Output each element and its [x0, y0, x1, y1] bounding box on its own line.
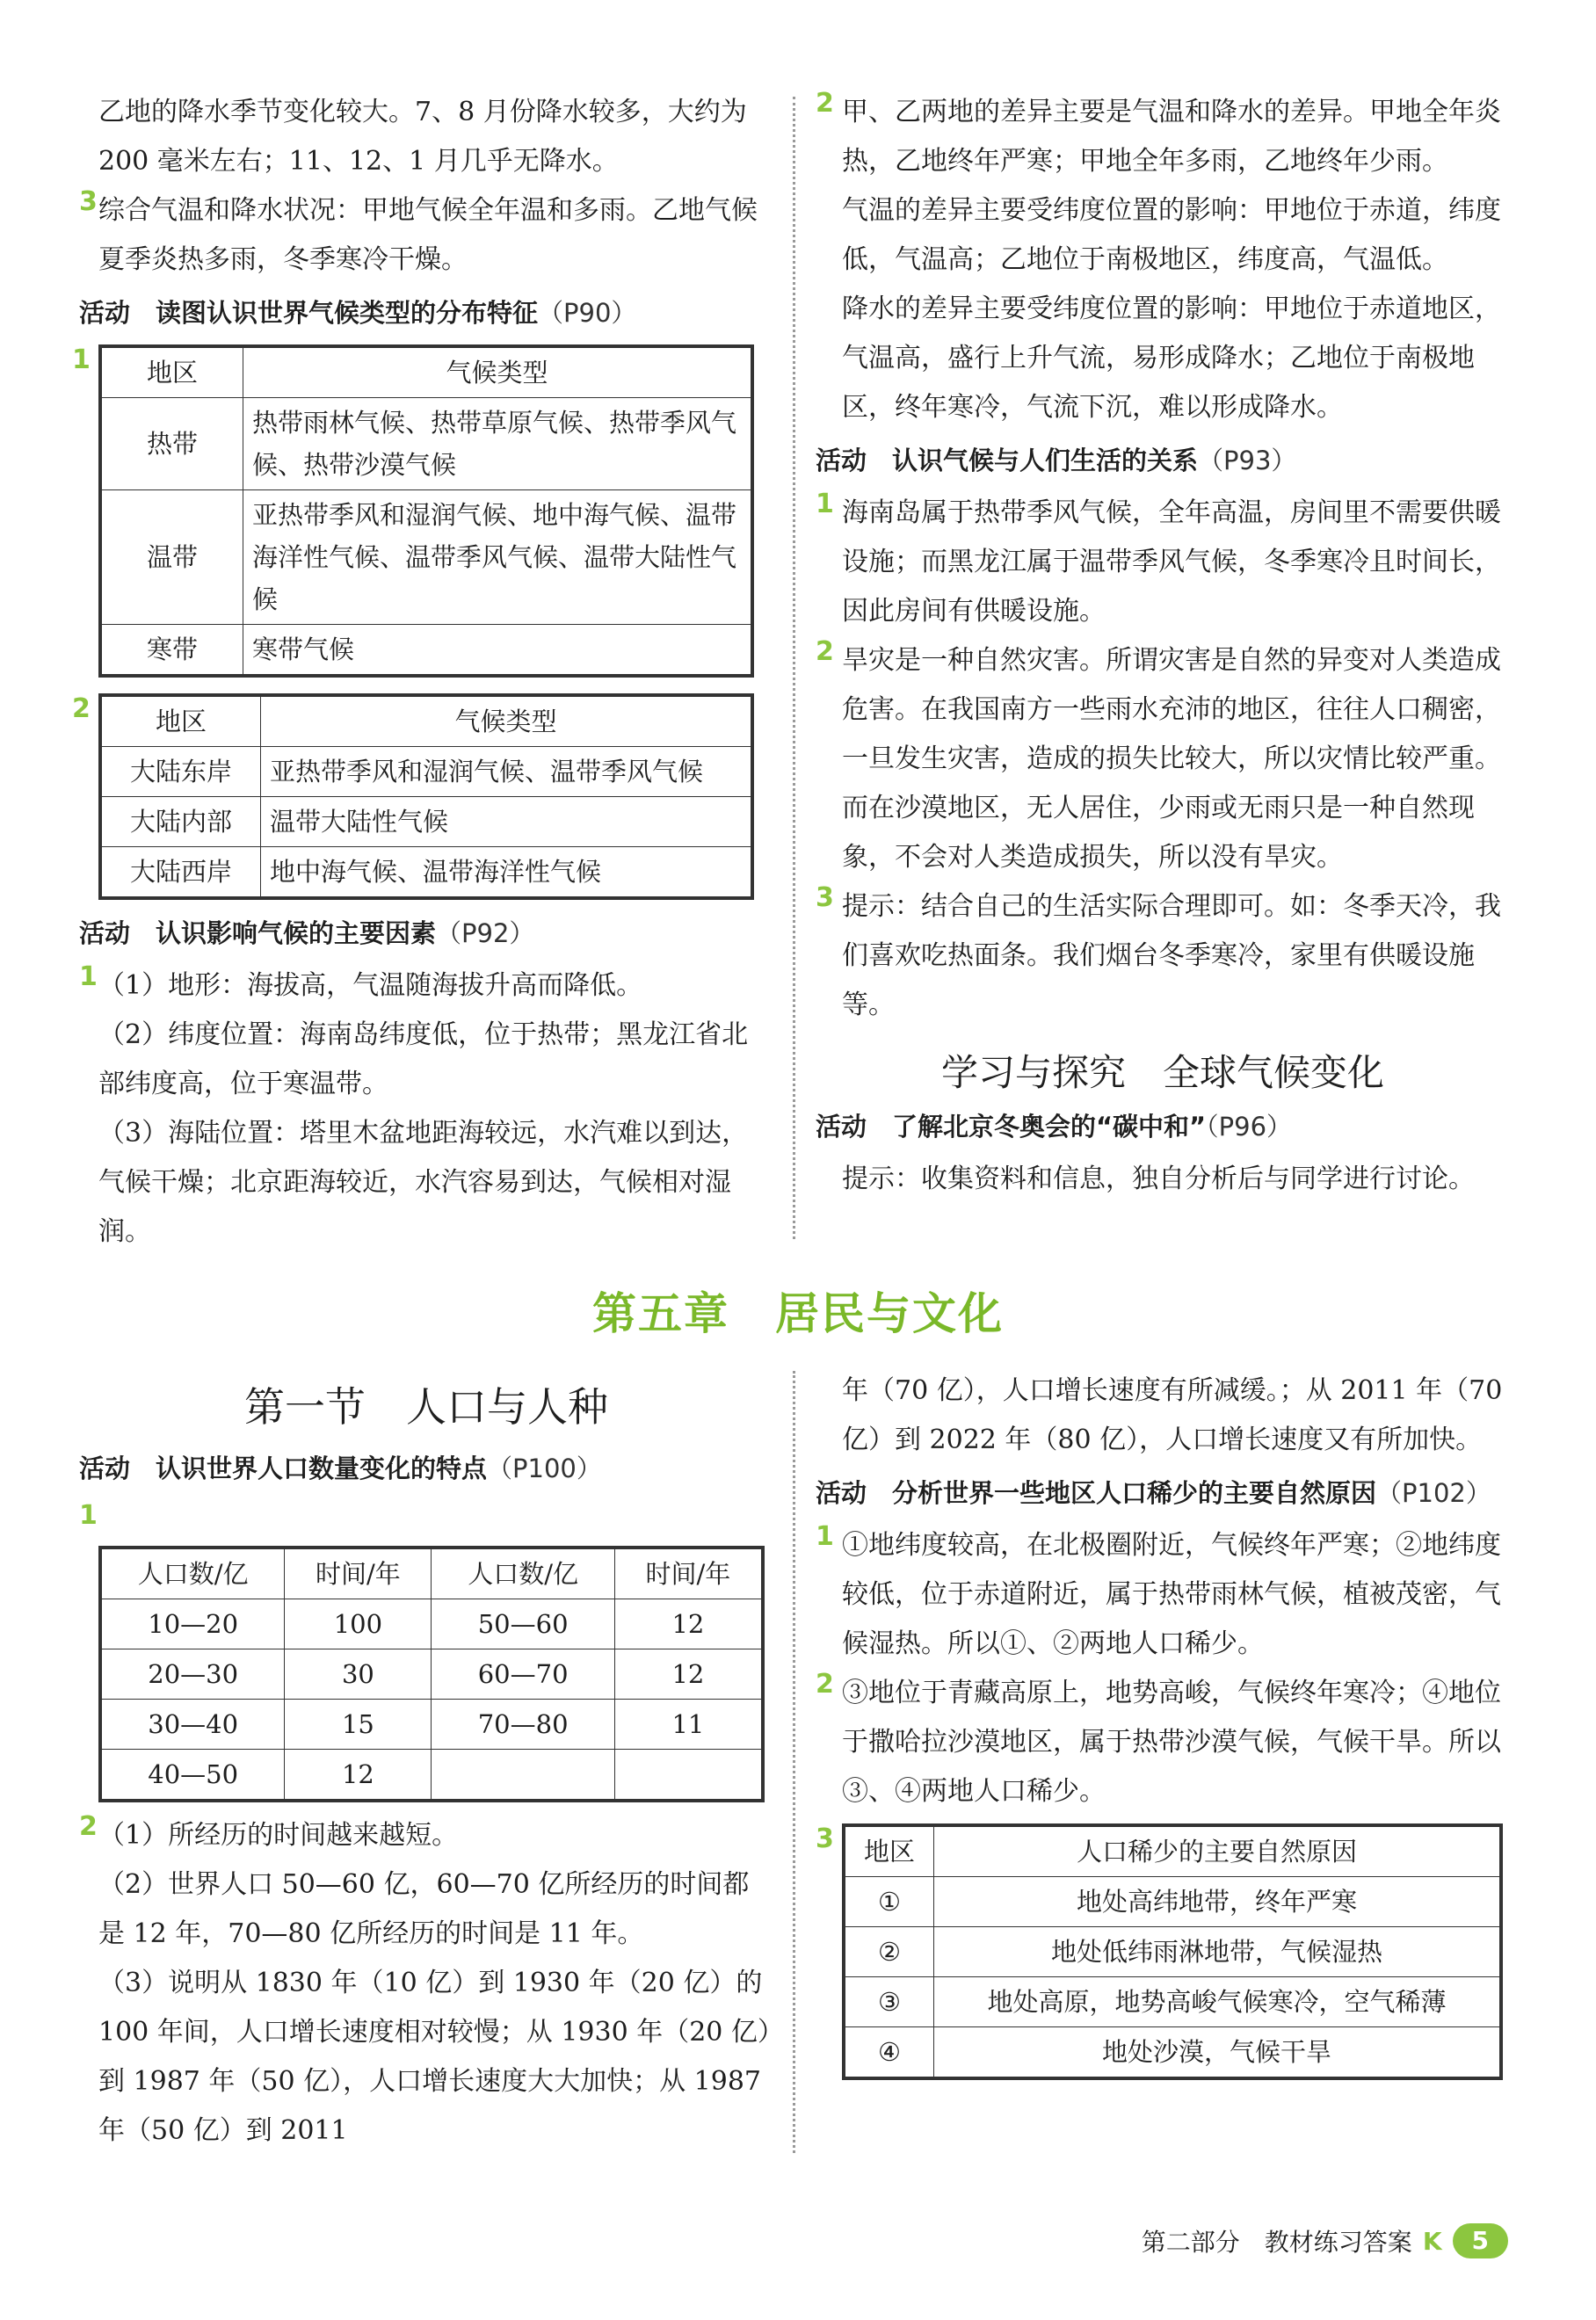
item-number: 2	[816, 88, 834, 119]
answer-item	[79, 961, 773, 1257]
table-cell	[432, 1750, 614, 1800]
answer-text: （2）世界人口 50—60 亿，60—70 亿所经历的时间都是 12 年，70—80 亿所经历的时间是 11 年。	[98, 1869, 750, 1949]
activity-page-ref: （P96）	[1206, 1112, 1293, 1142]
answer-item	[816, 882, 1510, 1030]
table-border	[842, 1823, 1503, 2080]
table-header-row	[845, 1827, 1500, 1877]
item-number: 2	[816, 636, 834, 667]
table-cell: 地处高原，地势高峻气候寒冷，空气稀薄	[934, 1977, 1500, 2027]
activity-heading	[79, 1444, 773, 1493]
table-row	[845, 1977, 1500, 2027]
population-table-wrap	[79, 1546, 773, 1806]
table-header-row	[102, 348, 751, 398]
table-row	[102, 1700, 762, 1750]
activity-title: 活动 认识世界人口数量变化的特点	[79, 1454, 488, 1483]
table-cell: 11	[614, 1700, 761, 1750]
activity-heading	[816, 1468, 1510, 1518]
answer-text: 甲、乙两地的差异主要是气温和降水的差异。甲地全年炎热，乙地终年严寒；甲地全年多雨，乙地终年少雨。	[842, 97, 1501, 177]
footer-k-badge: K	[1422, 2226, 1442, 2256]
item-number: 1	[816, 1521, 834, 1552]
activity-page-ref: （P100）	[487, 1454, 602, 1483]
answer-text: 综合气温和降水状况：甲地气候全年温和多雨。乙地气候夏季炎热多雨，冬季寒冷干燥。	[98, 195, 758, 275]
table-cell: 地处低纬雨淋地带，气候湿热	[934, 1927, 1500, 1977]
activity-heading	[816, 436, 1510, 485]
table-cell: 寒带气候	[243, 625, 751, 675]
answer-item	[79, 1497, 773, 1539]
table-cell: 12	[614, 1649, 761, 1700]
answer-text: 提示：收集资料和信息，独自分析后与同学进行讨论。	[842, 1164, 1475, 1194]
page-footer	[1142, 2223, 1508, 2258]
table-row	[845, 1877, 1500, 1927]
answer-text: （2）纬度位置：海南岛纬度低，位于热带；黑龙江省北部纬度高，位于寒温带。	[98, 1019, 749, 1099]
activity-page-ref: （P92）	[436, 918, 535, 948]
table-cell: 亚热带季风和湿润气候、地中海气候、温带海洋性气候、温带季风气候、温带大陆性气候	[243, 490, 751, 625]
page-number: 5	[1453, 2223, 1508, 2258]
table-border	[98, 693, 754, 900]
table-cell: 地处沙漠，气候干旱	[934, 2027, 1500, 2077]
activity-page-ref: （P102）	[1376, 1478, 1491, 1508]
table-row	[102, 490, 751, 625]
item-number: 1	[79, 961, 98, 992]
item-number: 2	[72, 693, 91, 724]
table-cell: 大陆东岸	[102, 747, 261, 797]
table-header: 地区	[102, 348, 243, 398]
table-cell: 热带	[102, 398, 243, 490]
table-cell: 12	[614, 1599, 761, 1649]
table-cell: 地中海气候、温带海洋性气候	[261, 847, 751, 897]
item-number: 1	[79, 1500, 98, 1531]
table-row	[102, 797, 751, 847]
column-divider-bottom	[793, 1371, 795, 2153]
top-left-column	[72, 88, 773, 1257]
answer-text: 提示：结合自己的生活实际合理即可。如：冬季天冷，我们喜欢吃热面条。我们烟台冬季寒冷，家里有供暖设施等。	[842, 891, 1501, 1020]
population-table	[101, 1548, 762, 1800]
answer-text: 降水的差异主要受纬度位置的影响：甲地位于赤道地区，气温高，盛行上升气流，易形成降水；乙地位于南极地区，终年寒冷，气流下沉，难以形成降水。	[842, 294, 1501, 423]
table-row	[102, 625, 751, 675]
answer-item	[816, 1521, 1510, 1669]
answer-text: （3）说明从 1830 年（10 亿）到 1930 年（20 亿）的 100 年间，人口增长速度相对较慢；从 1930 年（20 亿）到 1987 年（50 亿），人口增长速度大大加快；从 1987 年（50 亿）到 2011	[98, 1968, 771, 2146]
table-cell: 70—80	[432, 1700, 614, 1750]
climate-table-1	[72, 344, 773, 681]
table-row	[102, 1649, 762, 1700]
table-cell: 大陆西岸	[102, 847, 261, 897]
table-cell: 15	[285, 1700, 432, 1750]
activity-title: 活动 分析世界一些地区人口稀少的主要自然原因	[816, 1478, 1377, 1508]
table-border	[98, 1546, 765, 1802]
table-header: 人口稀少的主要自然原因	[934, 1827, 1500, 1877]
continent-climate-table	[101, 696, 751, 897]
table-cell: ②	[845, 1927, 934, 1977]
answer-item	[816, 636, 1510, 882]
answer-item	[816, 489, 1510, 636]
table-cell	[614, 1750, 761, 1800]
table-row	[102, 747, 751, 797]
answer-text: 旱灾是一种自然灾害。所谓灾害是自然的异变对人类造成危害。在我国南方一些雨水充沛的地区，往往人口稠密，一旦发生灾害，造成的损失比较大，所以灾情比较严重。而在沙漠地区，无人居住，少雨或无雨只是一种自然现象，不会对人类造成损失，所以没有旱灾。	[842, 645, 1501, 873]
item-number: 3	[79, 186, 98, 217]
activity-title: 活动 读图认识世界气候类型的分布特征	[79, 298, 539, 328]
answer-text: （1）地形：海拔高，气温随海拔升高而降低。	[98, 970, 643, 1001]
item-number: 2	[79, 1811, 98, 1842]
table-header: 气候类型	[243, 348, 751, 398]
answer-text: （1）所经历的时间越来越短。	[98, 1820, 459, 1851]
bottom-right-column	[816, 1367, 1510, 2089]
table-cell: 100	[285, 1599, 432, 1649]
column-divider-top	[793, 97, 795, 1239]
activity-title: 活动 认识影响气候的主要因素	[79, 918, 437, 948]
study-section-title: 学习与探究 全球气候变化	[940, 1051, 1384, 1094]
footer-part-label: 第二部分 教材练习答案	[1141, 2228, 1412, 2257]
table-header: 气候类型	[261, 697, 751, 747]
table-cell: 50—60	[432, 1599, 614, 1649]
activity-heading	[816, 1102, 1510, 1151]
table-cell: ①	[845, 1877, 934, 1927]
table-border	[98, 344, 754, 678]
sparse-population-table	[845, 1826, 1500, 2077]
table-cell: ③	[845, 1977, 934, 2027]
answer-text: 年（70 亿），人口增长速度有所减缓。；从 2011 年（70 亿）到 2022 年（80 亿），人口增长速度又有所加快。	[842, 1375, 1503, 1455]
table-header-row	[102, 697, 751, 747]
table-cell: 热带雨林气候、热带草原气候、热带季风气候、热带沙漠气候	[243, 398, 751, 490]
answer-item	[79, 1811, 773, 2156]
answer-text: ①地纬度较高，在北极圈附近，气候终年严寒；②地纬度较低，位于赤道附近，属于热带雨林气候，植被茂密，气候湿热。所以①、②两地人口稀少。	[842, 1530, 1501, 1659]
table-header: 人口数/亿	[102, 1549, 285, 1599]
bottom-left-column	[79, 1367, 773, 2156]
table-cell: 亚热带季风和湿润气候、温带季风气候	[261, 747, 751, 797]
table-cell: 20—30	[102, 1649, 285, 1700]
answer-text: 海南岛属于热带季风气候，全年高温，房间里不需要供暖设施；而黑龙江属于温带季风气候，冬季寒冷且时间长，因此房间有供暖设施。	[842, 497, 1501, 627]
table-row	[102, 1750, 762, 1800]
table-cell: 温带大陆性气候	[261, 797, 751, 847]
sparse-population-table-wrap	[816, 1823, 1510, 2084]
item-number: 3	[816, 882, 834, 913]
table-cell: 30	[285, 1649, 432, 1700]
table-row	[102, 1599, 762, 1649]
table-row	[845, 2027, 1500, 2077]
section-title: 第一节 人口与人种	[244, 1383, 608, 1431]
answer-text: 气温的差异主要受纬度位置的影响：甲地位于赤道，纬度低，气温高；乙地位于南极地区，纬度高，气温低。	[842, 195, 1501, 275]
table-cell: 寒带	[102, 625, 243, 675]
answer-text: ③地位于青藏高原上，地势高峻，气候终年寒冷；④地位于撒哈拉沙漠地区，属于热带沙漠气候，气候干旱。所以③、④两地人口稀少。	[842, 1678, 1501, 1807]
activity-title: 活动 认识气候与人们生活的关系	[816, 446, 1199, 475]
activity-page-ref: （P93）	[1198, 446, 1297, 475]
table-cell: 30—40	[102, 1700, 285, 1750]
table-cell: 温带	[102, 490, 243, 625]
item-number: 1	[72, 344, 91, 375]
table-cell: 60—70	[432, 1649, 614, 1700]
table-cell: 大陆内部	[102, 797, 261, 847]
table-row	[102, 398, 751, 490]
activity-heading	[79, 909, 773, 958]
table-row	[845, 1927, 1500, 1977]
activity-heading	[79, 288, 773, 337]
item-number: 3	[816, 1823, 834, 1854]
answer-item	[816, 1669, 1510, 1816]
table-header: 时间/年	[614, 1549, 761, 1599]
activity-title: 活动 了解北京冬奥会的“碳中和”	[816, 1112, 1207, 1142]
table-header: 地区	[102, 697, 261, 747]
answer-item	[816, 88, 1510, 432]
top-right-column	[816, 88, 1510, 1204]
answer-item	[79, 186, 773, 285]
chapter-title: 第五章 居民与文化	[592, 1288, 1004, 1339]
paragraph: 乙地的降水季节变化较大。7、8 月份降水较多，大约为 200 毫米左右；11、12、1 月几乎无降水。	[98, 97, 747, 177]
table-cell: 40—50	[102, 1750, 285, 1800]
answer-text: （3）海陆位置：塔里木盆地距海较远，水汽难以到达，气候干燥；北京距海较近，水汽容易到达，气候相对湿润。	[98, 1118, 749, 1247]
table-row	[102, 847, 751, 897]
table-header: 人口数/亿	[432, 1549, 614, 1599]
table-header: 时间/年	[285, 1549, 432, 1599]
activity-page-ref: （P90）	[538, 298, 637, 328]
table-cell: 12	[285, 1750, 432, 1800]
climate-table-2	[72, 693, 773, 903]
table-cell: 10—20	[102, 1599, 285, 1649]
table-header-row	[102, 1549, 762, 1599]
table-cell: 地处高纬地带，终年严寒	[934, 1877, 1500, 1927]
item-number: 1	[816, 489, 834, 519]
table-cell: ④	[845, 2027, 934, 2077]
item-number: 2	[816, 1669, 834, 1700]
climate-zone-table	[101, 347, 751, 675]
table-header: 地区	[845, 1827, 934, 1877]
